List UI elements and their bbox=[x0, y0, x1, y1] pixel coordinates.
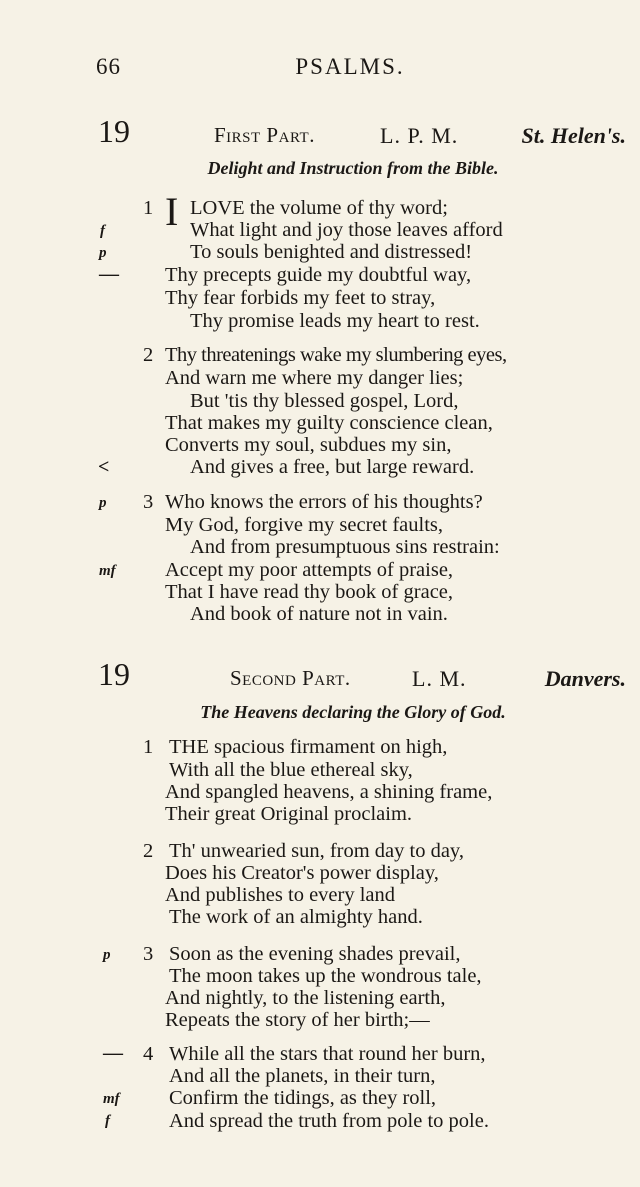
dynamic-mark: mf bbox=[99, 563, 116, 579]
dynamic-mark: p bbox=[99, 245, 107, 261]
running-title: PSALMS. bbox=[295, 54, 405, 79]
hymn-subtitle: Delight and Instruction from the Bible. bbox=[207, 158, 499, 178]
verse-line: That makes my guilty conscience clean, bbox=[165, 412, 493, 434]
verse-line: With all the blue ethereal sky, bbox=[169, 759, 413, 781]
dynamic-mark: p bbox=[99, 495, 107, 511]
verse-number: 1 bbox=[143, 736, 154, 758]
verse-line: My God, forgive my secret faults, bbox=[165, 514, 444, 536]
verse-line: And spread the truth from pole to pole. bbox=[169, 1110, 489, 1132]
hymn-tune: St. Helen's. bbox=[521, 123, 626, 148]
hymn-number: 19 bbox=[98, 113, 130, 149]
verse-line: And gives a free, but large reward. bbox=[190, 456, 475, 478]
hymn-subtitle: The Heavens declaring the Glory of God. bbox=[200, 702, 506, 722]
hymn-number: 19 bbox=[98, 656, 130, 692]
verse-line: The moon takes up the wondrous tale, bbox=[169, 965, 482, 987]
verse-line: Does his Creator's power display, bbox=[165, 862, 439, 884]
verse-number: 2 bbox=[143, 344, 154, 366]
verse-line: Confirm the tidings, as they roll, bbox=[169, 1087, 437, 1109]
drop-cap: I bbox=[165, 189, 179, 234]
verse-line: Thy precepts guide my doubtful way, bbox=[165, 264, 472, 286]
verse-line: The work of an almighty hand. bbox=[169, 906, 423, 928]
verse-number: 3 bbox=[143, 943, 154, 965]
verse-line: Th' unwearied sun, from day to day, bbox=[169, 840, 464, 862]
dynamic-mark: p bbox=[103, 947, 111, 963]
running-head bbox=[0, 54, 640, 84]
dynamic-mark: — bbox=[99, 263, 119, 285]
verse-line: Repeats the story of her birth;— bbox=[165, 1009, 430, 1031]
verse-line: Thy threatenings wake my slumbering eyes, bbox=[165, 344, 507, 366]
hymn-meter: L. P. M. bbox=[380, 123, 459, 148]
dynamic-mark: f bbox=[100, 223, 105, 239]
verse-line: That I have read thy book of grace, bbox=[165, 581, 454, 603]
verse-number: 3 bbox=[143, 491, 154, 513]
hymn-tune: Danvers. bbox=[544, 666, 626, 691]
verse-line: Thy fear forbids my feet to stray, bbox=[165, 287, 436, 309]
verse-line: And all the planets, in their turn, bbox=[169, 1065, 436, 1087]
dynamic-mark: mf bbox=[103, 1091, 120, 1107]
verse-line: THE spacious firmament on high, bbox=[169, 736, 448, 758]
hymn-heading bbox=[0, 656, 640, 696]
verse-number: 2 bbox=[143, 840, 154, 862]
dynamic-mark: — bbox=[103, 1042, 123, 1064]
hymn-meter: L. M. bbox=[412, 666, 467, 691]
verse-number: 4 bbox=[143, 1043, 154, 1065]
verse-line: And from presumptuous sins restrain: bbox=[190, 536, 500, 558]
verse-line: What light and joy those leaves afford bbox=[190, 219, 503, 241]
verse-line: Accept my poor attempts of praise, bbox=[165, 559, 454, 581]
verse-line: And book of nature not in vain. bbox=[190, 603, 448, 625]
verse-line: While all the stars that round her burn, bbox=[169, 1043, 486, 1065]
page-number: 66 bbox=[96, 54, 121, 79]
verse-number: 1 bbox=[143, 197, 154, 219]
hymn-part: First Part. bbox=[214, 123, 315, 147]
verse-line: LOVE the volume of thy word; bbox=[190, 197, 448, 219]
dynamic-mark: f bbox=[105, 1113, 110, 1129]
verse-line: And publishes to every land bbox=[165, 884, 396, 906]
hymn-heading bbox=[0, 113, 640, 153]
verse-line: To souls benighted and distressed! bbox=[190, 241, 473, 263]
verse-line: And warn me where my danger lies; bbox=[165, 367, 464, 389]
hymn-part: Second Part. bbox=[230, 666, 351, 690]
verse-line: Soon as the evening shades prevail, bbox=[169, 943, 461, 965]
verse-line: Who knows the errors of his thoughts? bbox=[165, 491, 483, 513]
verse-line: Their great Original proclaim. bbox=[165, 803, 413, 825]
verse-line: And spangled heavens, a shining frame, bbox=[165, 781, 493, 803]
dynamic-mark: < bbox=[98, 456, 110, 478]
verse-line: Converts my soul, subdues my sin, bbox=[165, 434, 452, 456]
verse-line: And nightly, to the listening earth, bbox=[165, 987, 446, 1009]
verse-line: Thy promise leads my heart to rest. bbox=[190, 310, 480, 332]
verse-line: But 'tis thy blessed gospel, Lord, bbox=[190, 390, 459, 412]
